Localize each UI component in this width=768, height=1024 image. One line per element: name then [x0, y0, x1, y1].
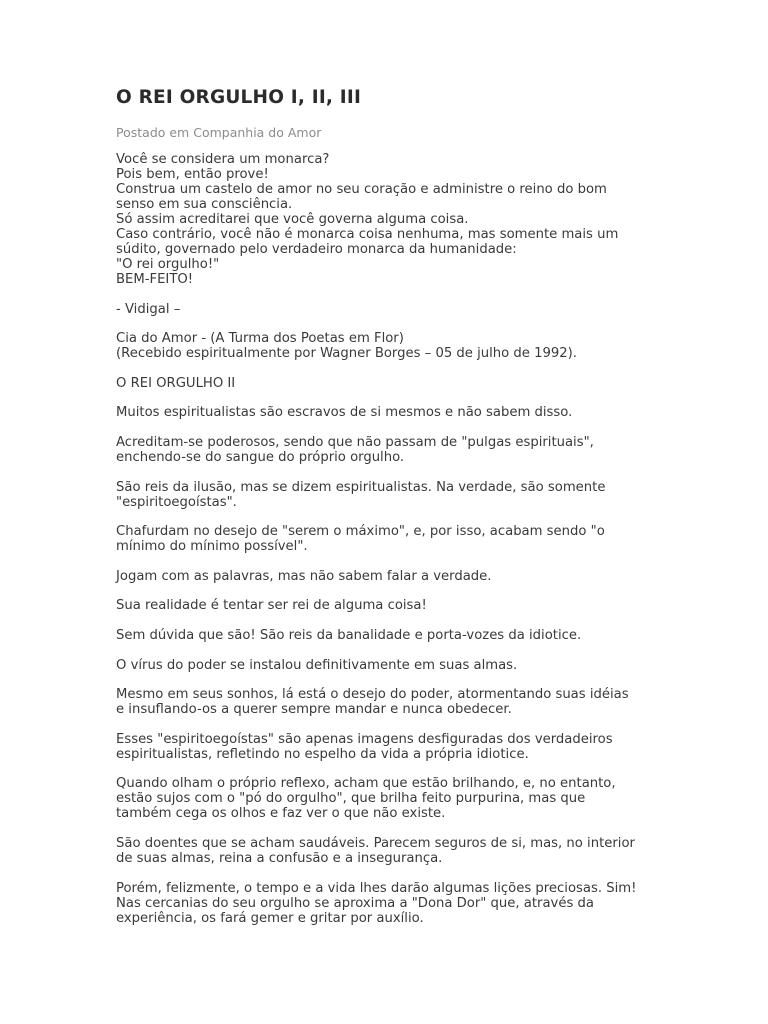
text-line: Mesmo em seus sonhos, lá está o desejo do poder, atormentando suas idéias [116, 687, 629, 703]
paragraph [116, 435, 676, 465]
paragraph-gap [116, 584, 676, 599]
paragraph-gap [116, 317, 676, 332]
paragraph [116, 732, 676, 762]
text-line: senso em sua consciência. [116, 197, 293, 212]
paragraph-gap [116, 554, 676, 569]
text-line: - Vidigal – [116, 301, 181, 317]
post-category: Postado em Companhia do Amor [116, 125, 322, 140]
page-title: O REI ORGULHO I, II, III [116, 87, 362, 108]
text-line: O REI ORGULHO II [116, 375, 236, 391]
text-line: Chafurdam no desejo de "serem o máximo", e, por isso, acabam sendo "o [116, 524, 605, 540]
paragraph [116, 302, 676, 317]
document-page [116, 86, 676, 926]
text-line: Caso contrário, você não é monarca coisa nenhuma, mas somente mais um [116, 227, 619, 242]
text-line: Esses "espiritoegoístas" são apenas imagens desfiguradas dos verdadeiros [116, 731, 613, 747]
paragraph [116, 628, 676, 643]
paragraph-gap [116, 673, 676, 688]
text-line: São reis da ilusão, mas se dizem espiritualistas. Na verdade, são somente [116, 479, 606, 495]
paragraph-gap [116, 287, 676, 302]
paragraph-gap [116, 866, 676, 881]
text-line: Acreditam-se poderosos, sendo que não passam de "pulgas espirituais", [116, 434, 594, 450]
text-line: e insuflando-os a querer sempre mandar e nunca obedecer. [116, 702, 512, 718]
paragraph [116, 405, 676, 420]
text-line: Construa um castelo de amor no seu coração e administre o reino do bom [116, 182, 607, 197]
text-line: "O rei orgulho!" [116, 257, 220, 272]
text-line: também cega os olhos e faz ver o que não existe. [116, 806, 446, 822]
text-line: Pois bem, então prove! [116, 167, 269, 182]
text-line: Você se considera um monarca? [116, 152, 330, 167]
paragraph-gap [116, 613, 676, 628]
text-line: (Recebido espiritualmente por Wagner Borges – 05 de julho de 1992). [116, 346, 577, 362]
text-line: Sua realidade é tentar ser rei de alguma coisa! [116, 598, 427, 614]
text-line: súdito, governado pelo verdadeiro monarca da humanidade: [116, 242, 517, 257]
paragraph [116, 480, 676, 510]
text-line: Sem dúvida que são! São reis da banalidade e porta-vozes da idiotice. [116, 627, 582, 643]
paragraph [116, 152, 676, 287]
paragraph [116, 881, 676, 926]
paragraph [116, 658, 676, 673]
paragraph [116, 687, 676, 717]
text-line: experiência, os fará gemer e gritar por auxílio. [116, 910, 424, 926]
paragraph [116, 376, 676, 391]
text-line: estão sujos com o "pó do orgulho", que brilha feito purpurina, mas que [116, 791, 586, 807]
text-line: Muitos espiritualistas são escravos de si mesmos e não sabem disso. [116, 405, 573, 421]
text-line: Só assim acreditarei que você governa alguma coisa. [116, 212, 469, 227]
text-line: Nas cercanias do seu orgulho se aproxima a "Dona Dor" que, através da [116, 895, 594, 911]
paragraph-gap [116, 821, 676, 836]
text-line: mínimo do mínimo possível". [116, 539, 308, 555]
paragraph-gap [116, 361, 676, 376]
text-line: de suas almas, reina a confusão e a insegurança. [116, 850, 443, 866]
text-line: O vírus do poder se instalou definitivamente em suas almas. [116, 657, 518, 673]
text-line: Cia do Amor - (A Turma dos Poetas em Flor) [116, 331, 404, 347]
paragraph [116, 836, 676, 866]
paragraph-gap [116, 643, 676, 658]
paragraph-gap [116, 762, 676, 777]
text-line: Porém, felizmente, o tempo e a vida lhes darão algumas lições preciosas. Sim! [116, 880, 637, 896]
text-line: "espiritoegoístas". [116, 494, 237, 510]
paragraph-gap [116, 465, 676, 480]
paragraph [116, 331, 676, 361]
paragraph [116, 569, 676, 584]
article-body [116, 152, 676, 926]
text-line: São doentes que se acham saudáveis. Parecem seguros de si, mas, no interior [116, 835, 635, 851]
text-line: Quando olham o próprio reflexo, acham que estão brilhando, e, no entanto, [116, 776, 616, 792]
paragraph [116, 598, 676, 613]
text-line: BEM-FEITO! [116, 272, 194, 287]
paragraph-gap [116, 510, 676, 525]
paragraph [116, 776, 676, 821]
paragraph-gap [116, 717, 676, 732]
paragraph-gap [116, 420, 676, 435]
text-line: enchendo-se do sangue do próprio orgulho. [116, 449, 405, 465]
paragraph [116, 524, 676, 554]
text-line: espiritualistas, refletindo no espelho da vida a própria idiotice. [116, 746, 529, 762]
text-line: Jogam com as palavras, mas não sabem falar a verdade. [116, 568, 492, 584]
paragraph-gap [116, 391, 676, 406]
